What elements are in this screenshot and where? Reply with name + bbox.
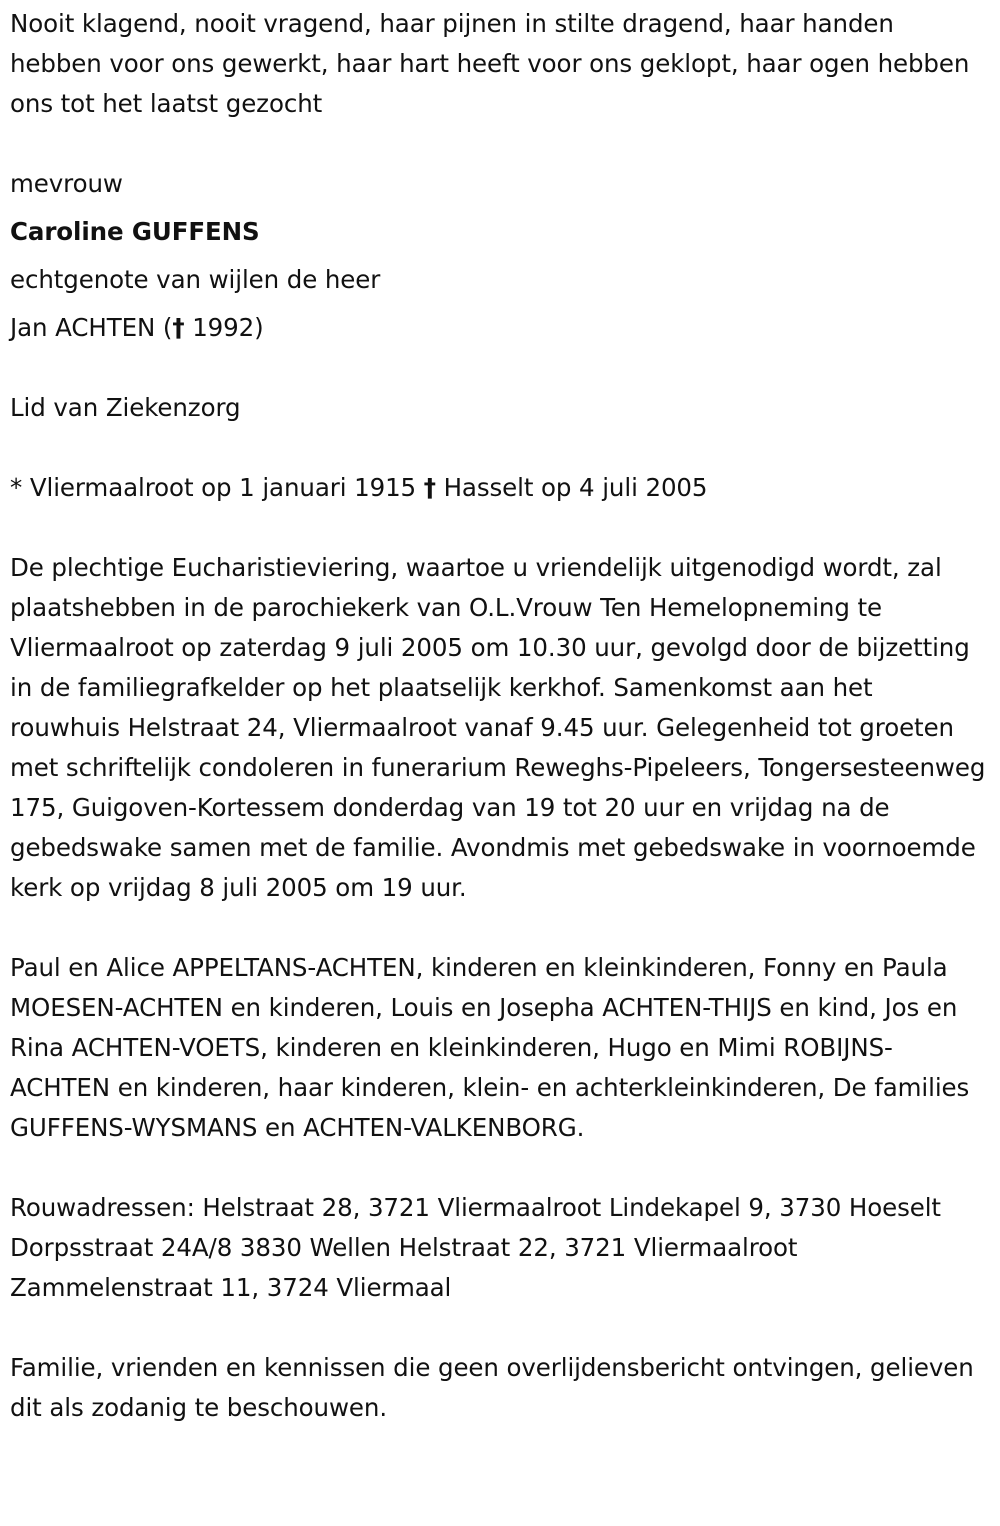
death-info: Hasselt op 4 juli 2005	[435, 473, 708, 502]
intro-verse: Nooit klagend, nooit vragend, haar pijnen in stilte dragend, haar handen hebben voor ons gewerkt, haar hart heeft voor ons geklopt, haar ogen hebben ons tot het laatst gezocht	[10, 9, 970, 118]
family-paragraph: Paul en Alice APPELTANS-ACHTEN, kinderen en kleinkinderen, Fonny en Paula MOESEN-ACHTEN en kinderen, Louis en Josepha ACHTEN-THIJS en kind, Jos en Rina ACHTEN-VOETS, kinderen en kleinkinderen, Hugo en Mimi ROBIJNS-ACHTEN en kinderen, haar kinderen, klein- en achterkleinkinderen, De families GUFFENS-WYSMANS en ACHTEN-VALKENBORG.	[10, 953, 970, 1142]
closing-paragraph: Familie, vrienden en kennissen die geen overlijdensbericht ontvingen, gelieven dit als zodanig te beschouwen.	[10, 1353, 974, 1422]
cross-icon: †	[423, 473, 436, 502]
cross-icon: †	[172, 313, 185, 342]
spouse-label: echtgenote van wijlen de heer	[10, 265, 381, 294]
spouse-line	[10, 308, 990, 348]
addresses-paragraph: Rouwadressen: Helstraat 28, 3721 Vliermaalroot Lindekapel 9, 3730 Hoeselt Dorpsstraat 24A/8 3830 Wellen Helstraat 22, 3721 Vliermaalroot Zammelenstraat 11, 3724 Vliermaal	[10, 1193, 941, 1302]
deceased-name: Caroline GUFFENS	[10, 217, 260, 246]
spouse-death-year: 1992)	[184, 313, 264, 342]
spouse-name: Jan ACHTEN (	[10, 313, 173, 342]
life-dates	[10, 468, 990, 508]
membership-line: Lid van Ziekenzorg	[10, 393, 241, 422]
birth-info: * Vliermaalroot op 1 januari 1915	[10, 473, 424, 502]
honorific: mevrouw	[10, 169, 123, 198]
ceremony-paragraph: De plechtige Eucharistieviering, waartoe u vriendelijk uitgenodigd wordt, zal plaatshebben in de parochiekerk van O.L.Vrouw Ten Hemelopneming te Vliermaalroot op zaterdag 9 juli 2005 om 10.30 uur, gevolgd door de bijzetting in de familiegrafkelder op het plaatselijk kerkhof. Samenkomst aan het rouwhuis Helstraat 24, Vliermaalroot vanaf 9.45 uur. Gelegenheid tot groeten met schriftelijk condoleren in funerarium Reweghs-Pipeleers, Tongersesteenweg 175, Guigoven-Kortessem donderdag van 19 tot 20 uur en vrijdag na de gebedswake samen met de familie. Avondmis met gebedswake in voornoemde kerk op vrijdag 8 juli 2005 om 19 uur.	[10, 553, 986, 902]
